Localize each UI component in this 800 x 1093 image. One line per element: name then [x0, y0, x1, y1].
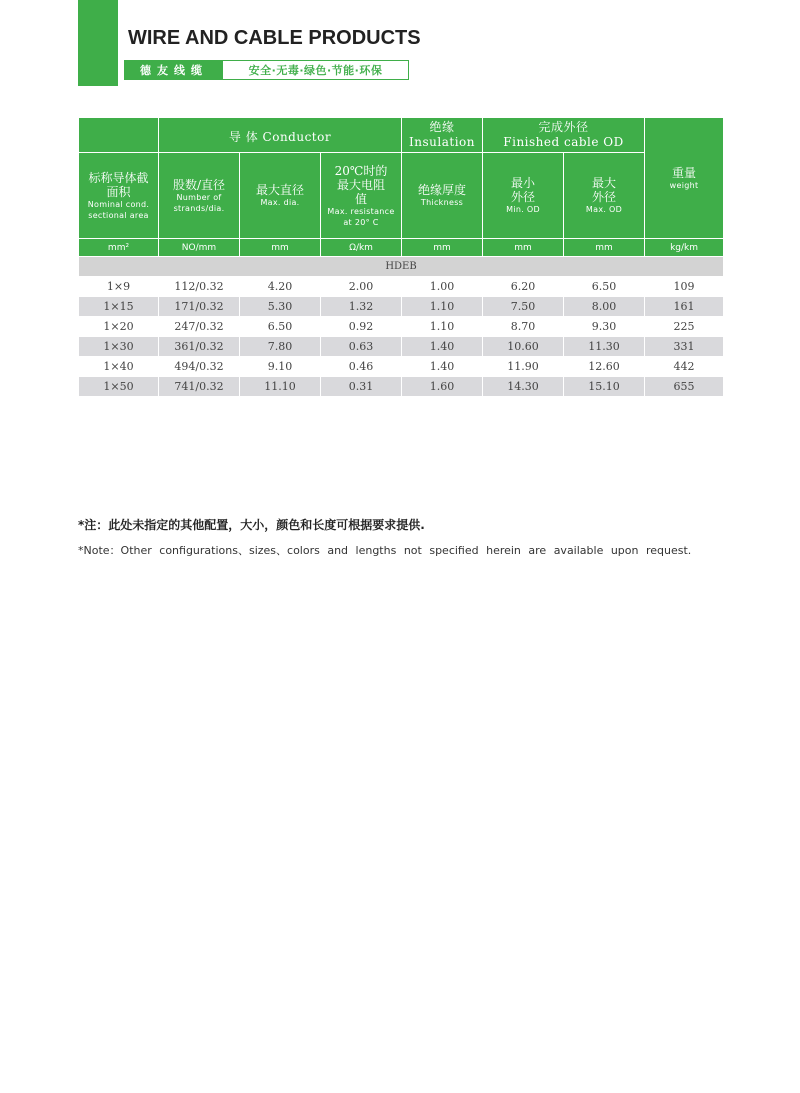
table-cell: 0.46	[321, 357, 402, 377]
table-cell: 5.30	[240, 297, 321, 317]
col-header-min-od-cn: 最小外径	[511, 176, 536, 204]
unit-cell: Ω/km	[321, 239, 402, 257]
table-cell: 171/0.32	[159, 297, 240, 317]
table-cell: 1×50	[79, 377, 159, 397]
conductor-header-label: 导 体 Conductor	[228, 129, 332, 144]
table-cell: 361/0.32	[159, 337, 240, 357]
unit-cell: mm	[483, 239, 564, 257]
conductor-group-header	[159, 118, 402, 153]
col-header-area-cn: 标称导体截面积	[88, 170, 149, 199]
table-cell: 11.10	[240, 377, 321, 397]
table-row	[79, 317, 724, 337]
col-header-resistance	[321, 153, 402, 239]
col-header-strands-en: Number of strands/dia.	[173, 192, 225, 213]
table-cell: 6.20	[483, 277, 564, 297]
col-header-strands	[159, 153, 240, 239]
table-row	[79, 377, 724, 397]
cable-spec-table	[78, 117, 724, 397]
unit-cell: NO/mm	[159, 239, 240, 257]
unit-cell: mm	[402, 239, 483, 257]
table-cell: 112/0.32	[159, 277, 240, 297]
table-cell: 1×40	[79, 357, 159, 377]
col-header-thickness	[402, 153, 483, 239]
table-cell: 247/0.32	[159, 317, 240, 337]
col-header-thickness-cn: 绝缘厚度	[418, 183, 467, 197]
table-cell: 8.70	[483, 317, 564, 337]
col-header-min-od-en: Min. OD	[506, 205, 540, 214]
col-header-min-od	[483, 153, 564, 239]
table-cell: 1.32	[321, 297, 402, 317]
table-cell: 0.63	[321, 337, 402, 357]
table-row	[79, 357, 724, 377]
col-header-max-dia-en: Max. dia.	[260, 198, 300, 207]
col-header-area	[79, 153, 159, 239]
table-cell: 11.90	[483, 357, 564, 377]
table-cell: 1.40	[402, 337, 483, 357]
table-cell: 10.60	[483, 337, 564, 357]
table-cell: 1×15	[79, 297, 159, 317]
table-cell: 9.10	[240, 357, 321, 377]
col-header-strands-cn: 股数/直径	[172, 177, 226, 192]
brand-name: 德友线缆	[125, 61, 223, 79]
unit-cell: mm	[564, 239, 645, 257]
table-cell: 7.50	[483, 297, 564, 317]
brand-banner	[124, 60, 409, 80]
table-cell: 1.10	[402, 297, 483, 317]
table-cell: 442	[645, 357, 724, 377]
col-header-thickness-en: Thickness	[420, 198, 464, 207]
insulation-header-en: Insulation	[409, 135, 475, 149]
weight-header-cn: 重量	[672, 165, 697, 180]
col-header-area-en: Nominal cond. sectional area	[87, 199, 150, 220]
table-cell: 1.00	[402, 277, 483, 297]
table-row	[79, 277, 724, 297]
table-cell: 12.60	[564, 357, 645, 377]
table-cell: 1×30	[79, 337, 159, 357]
table-cell: 4.20	[240, 277, 321, 297]
table-row	[79, 337, 724, 357]
unit-cell: kg/km	[645, 239, 724, 257]
table-cell: 1.60	[402, 377, 483, 397]
header-accent-bar	[78, 0, 118, 86]
table-cell: 1.10	[402, 317, 483, 337]
table-cell: 7.80	[240, 337, 321, 357]
page-title: WIRE AND CABLE PRODUCTS	[128, 27, 421, 49]
finished-od-header-en: Finished cable OD	[503, 135, 624, 149]
insulation-header-cn: 绝缘	[429, 120, 455, 134]
unit-cell: mm²	[79, 239, 159, 257]
col-header-max-od-cn: 最大外径	[592, 176, 617, 204]
col-header-max-od-en: Max. OD	[585, 205, 623, 214]
col-header-max-dia	[240, 153, 321, 239]
note-chinese: *注：此处未指定的其他配置，大小，颜色和长度可根据要求提供.	[78, 518, 425, 532]
table-cell: 494/0.32	[159, 357, 240, 377]
table-row	[79, 297, 724, 317]
table-cell: 0.31	[321, 377, 402, 397]
table-cell: 2.00	[321, 277, 402, 297]
finished-od-group-header	[483, 118, 645, 153]
table-cell: 161	[645, 297, 724, 317]
table-cell: 1.40	[402, 357, 483, 377]
insulation-group-header	[402, 118, 483, 153]
group-label-row: HDEB	[79, 257, 724, 277]
table-cell: 1×20	[79, 317, 159, 337]
weight-header	[645, 118, 724, 239]
table-cell: 225	[645, 317, 724, 337]
col-header-max-od	[564, 153, 645, 239]
col-header-max-dia-cn: 最大直径	[255, 183, 304, 197]
table-cell: 741/0.32	[159, 377, 240, 397]
table-cell: 9.30	[564, 317, 645, 337]
table-cell: 6.50	[564, 277, 645, 297]
table-cell: 655	[645, 377, 724, 397]
note-english: *Note：Other configurations、sizes、colors and lengths not specified herein are available upon request.	[78, 544, 692, 557]
table-cell: 6.50	[240, 317, 321, 337]
col-header-resistance-en: Max. resistance at 20° C	[327, 206, 395, 227]
table-cell: 331	[645, 337, 724, 357]
table-cell: 109	[645, 277, 724, 297]
table-cell: 11.30	[564, 337, 645, 357]
table-cell: 1×9	[79, 277, 159, 297]
brand-slogan: 安全·无毒·绿色·节能·环保	[248, 64, 383, 77]
weight-header-en: weight	[669, 180, 699, 190]
col-header-resistance-cn: 20℃时的最大电阻值	[334, 163, 388, 206]
table-cell: 0.92	[321, 317, 402, 337]
corner-header-cell	[79, 118, 159, 153]
table-cell: 8.00	[564, 297, 645, 317]
table-cell: 14.30	[483, 377, 564, 397]
unit-cell: mm	[240, 239, 321, 257]
finished-od-header-cn: 完成外径	[538, 120, 589, 134]
table-cell: 15.10	[564, 377, 645, 397]
